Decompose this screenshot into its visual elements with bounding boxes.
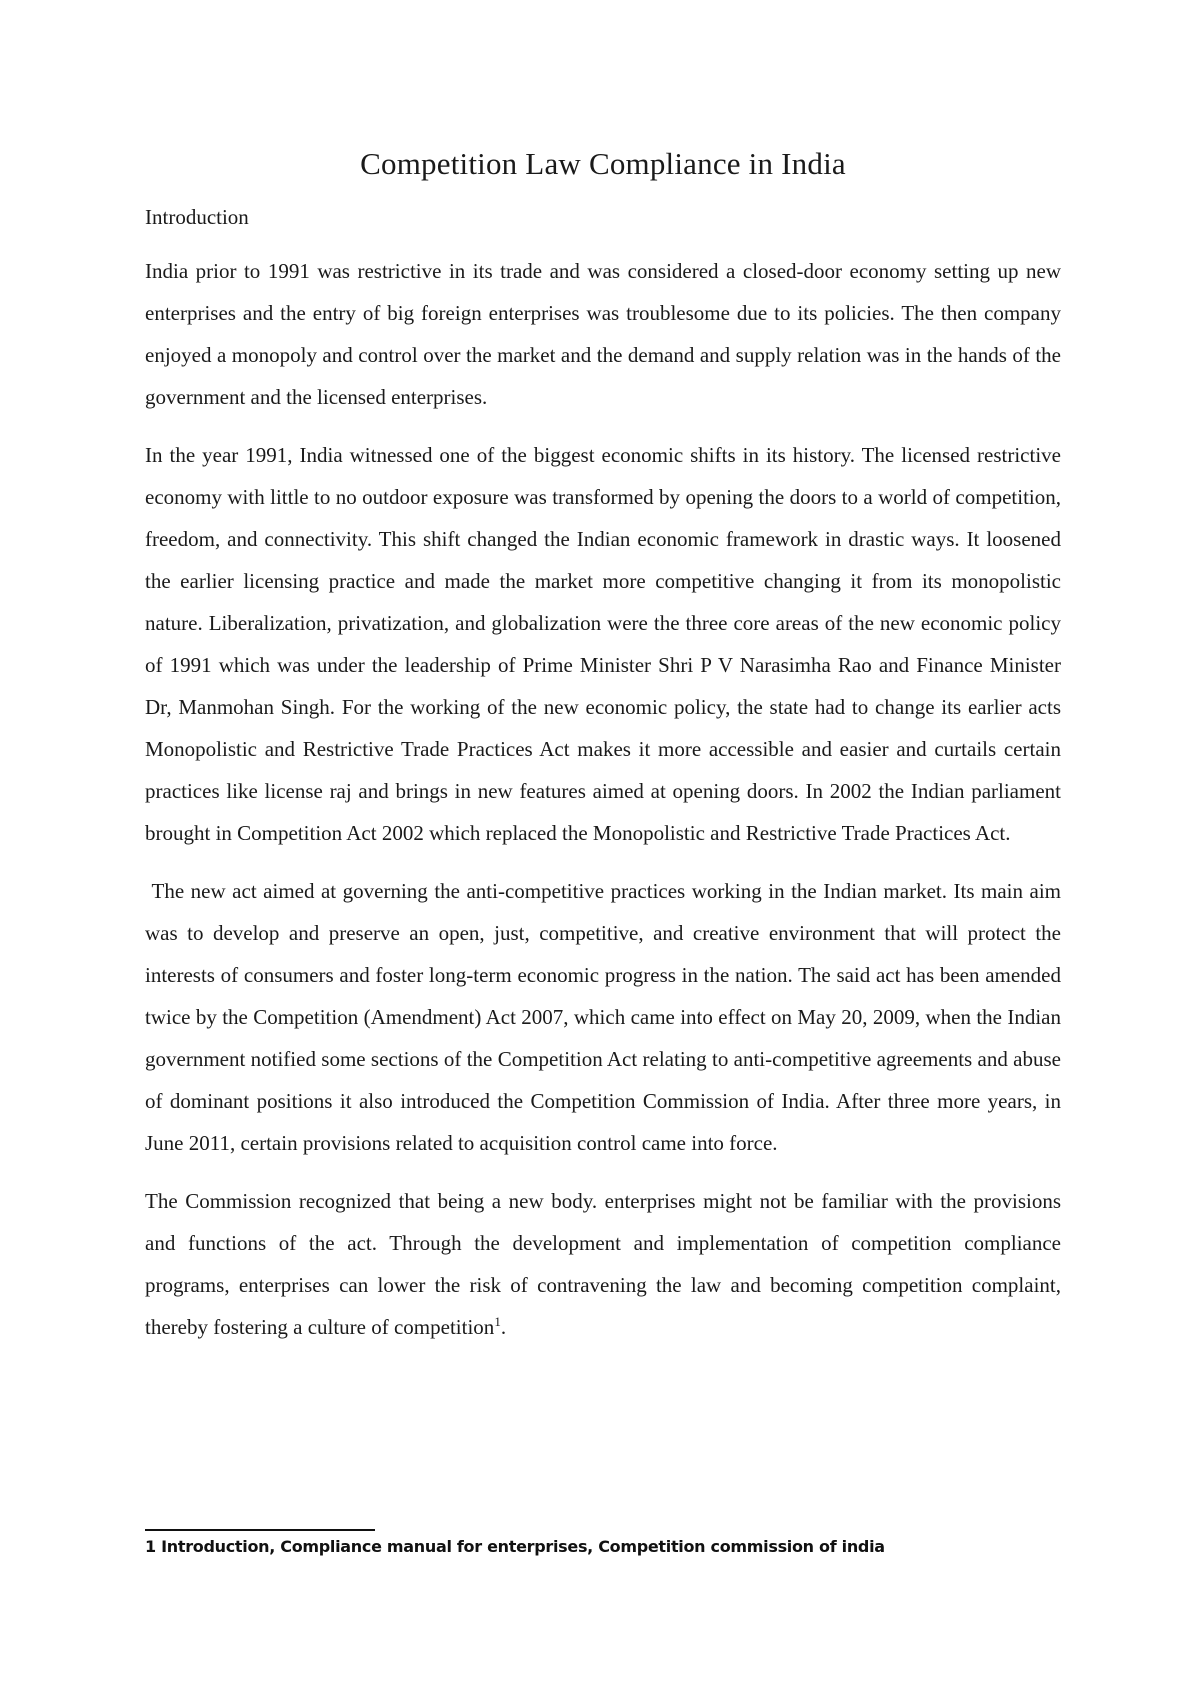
footnote-reference[interactable]: 1	[494, 1314, 501, 1329]
paragraph-end-punctuation: .	[500, 1315, 507, 1339]
paragraph-with-footnote	[145, 1180, 1061, 1348]
paragraph: In the year 1991, India witnessed one of the biggest economic shifts in its history. The licensed restrictive economy with little to no outdoor exposure was transformed by opening the doors to a world of competition, freedom, and connectivity. This shift changed the Indian economic framework in drastic ways. It loosened the earlier licensing practice and made the market more competitive changing it from its monopolistic nature. Liberalization, privatization, and globalization were the three core areas of the new economic policy of 1991 which was under the leadership of Prime Minister Shri P V Narasimha Rao and Finance Minister Dr, Manmohan Singh. For the working of the new economic policy, the state had to change its earlier acts Monopolistic and Restrictive Trade Practices Act makes it more accessible and easier and curtails certain practices like license raj and brings in new features aimed at opening doors. In 2002 the Indian parliament brought in Competition Act 2002 which replaced the Monopolistic and Restrictive Trade Practices Act.	[145, 443, 1061, 845]
document-title: Competition Law Compliance in India	[360, 146, 846, 181]
document-body	[145, 144, 1067, 1364]
paragraph-text: The Commission recognized that being a new body. enterprises might not be familiar with the provisions and functions of the act. Through the development and implementation of competition compliance programs, enterprises can lower the risk of contravening the law and becoming competition complaint, thereby fostering a culture of competition	[145, 1189, 1061, 1339]
section-heading: Introduction	[145, 205, 249, 229]
footnote-separator	[145, 1529, 375, 1531]
paragraph: The new act aimed at governing the anti-competitive practices working in the Indian market. Its main aim was to develop and preserve an open, just, competitive, and creative environment that will protect the interests of consumers and foster long-term economic progress in the nation. The said act has been amended twice by the Competition (Amendment) Act 2007, which came into effect on May 20, 2009, when the Indian government notified some sections of the Competition Act relating to anti-competitive agreements and abuse of dominant positions it also introduced the Competition Commission of India. After three more years, in June 2011, certain provisions related to acquisition control came into force.	[145, 879, 1067, 1155]
footnote-text: 1 Introduction, Compliance manual for enterprises, Competition commission of india	[145, 1537, 885, 1556]
paragraph: India prior to 1991 was restrictive in its trade and was considered a closed-door economy setting up new enterprises and the entry of big foreign enterprises was troublesome due to its policies. The then company enjoyed a monopoly and control over the market and the demand and supply relation was in the hands of the government and the licensed enterprises.	[145, 259, 1061, 409]
